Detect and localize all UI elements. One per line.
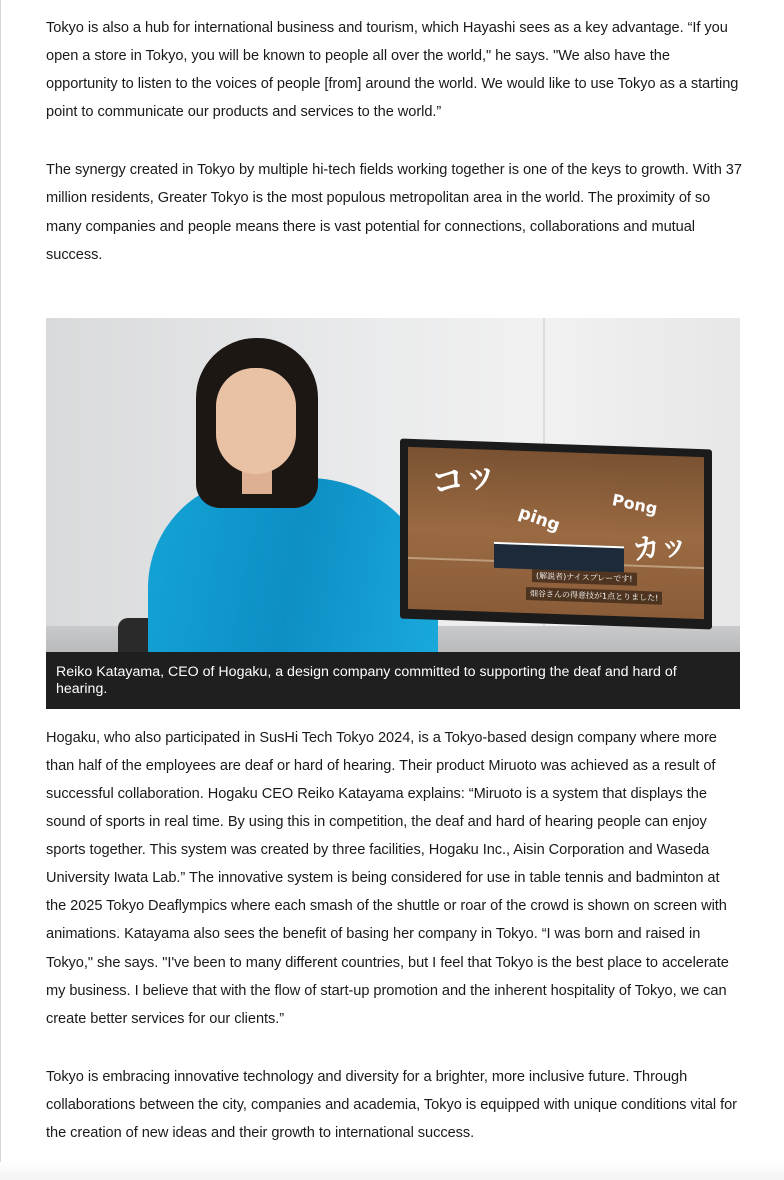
screen-effect-text-2: ping xyxy=(515,502,563,536)
screen-table-tennis-table xyxy=(494,542,624,573)
screen-subtitle-2: 畑谷さんの得意技が1点とりました! xyxy=(526,587,662,605)
photo-monitor xyxy=(400,438,712,629)
article-paragraph-3: Hogaku, who also participated in SusHi Tech Tokyo 2024, is a Tokyo-based design company where more than half of the employees are deaf or hard of hearing. Their product Miruoto was achieved as a result of successful collaboration. Hogaku CEO Reiko Katayama explains: “Miruoto is a system that displays the sound of sports in real time. By using this in competition, the deaf and hard of hearing people can enjoy sports together. This system was created by three facilities, Hogaku Inc., Aisin Corporation and Waseda University Iwata Lab.” The innovative system is being considered for use in table tennis and badminton at the 2025 Tokyo Deaflympics where each smash of the shuttle or roar of the crowd is shown on screen with animations. Katayama also sees the benefit of basing her company in Tokyo. “I was born and raised in Tokyo," she says. "I've been to many different countries, but I feel that Tokyo is the best place to accelerate my business. I believe that with the flow of start-up promotion and the inherent hospitality of Tokyo, we can create better services for our clients.” xyxy=(46,729,729,1027)
photo-person-face xyxy=(216,368,296,474)
figure-caption: Reiko Katayama, CEO of Hogaku, a design company committed to supporting the deaf and hard of hearing. xyxy=(46,652,740,709)
screen-subtitle-1: (解説者)ナイスプレーです! xyxy=(532,569,637,586)
article-body xyxy=(46,14,742,1147)
article-paragraph-2: The synergy created in Tokyo by multiple hi-tech fields working together is one of the keys to growth. With 37 million residents, Greater Tokyo is the most populous metropolitan area in the world. The proximity of so many companies and people means there is vast potential for connections, collaborations and mutual success. xyxy=(46,162,742,263)
monitor-screen xyxy=(408,447,704,619)
article-figure xyxy=(46,318,740,709)
screen-effect-text-1: コッ xyxy=(427,452,502,505)
article-photo xyxy=(46,318,740,652)
page-bottom-shade xyxy=(0,1162,784,1180)
page-left-border xyxy=(0,0,1,1180)
screen-effect-text-4: カッ xyxy=(630,527,690,567)
screen-effect-text-3: Pong xyxy=(610,489,659,519)
article-paragraph-1: Tokyo is also a hub for international business and tourism, which Hayashi sees as a key advantage. “If you open a store in Tokyo, you will be known to people all over the world," he says. "We also have the opportunity to listen to the voices of people [from] around the world. We would like to use Tokyo as a starting point to communicate our products and services to the world.” xyxy=(46,20,739,121)
article-paragraph-4: Tokyo is embracing innovative technology and diversity for a brighter, more inclusive future. Through collaborations between the city, companies and academia, Tokyo is equipped with unique conditions vital for the creation of new ideas and their growth to international success. xyxy=(46,1068,737,1141)
